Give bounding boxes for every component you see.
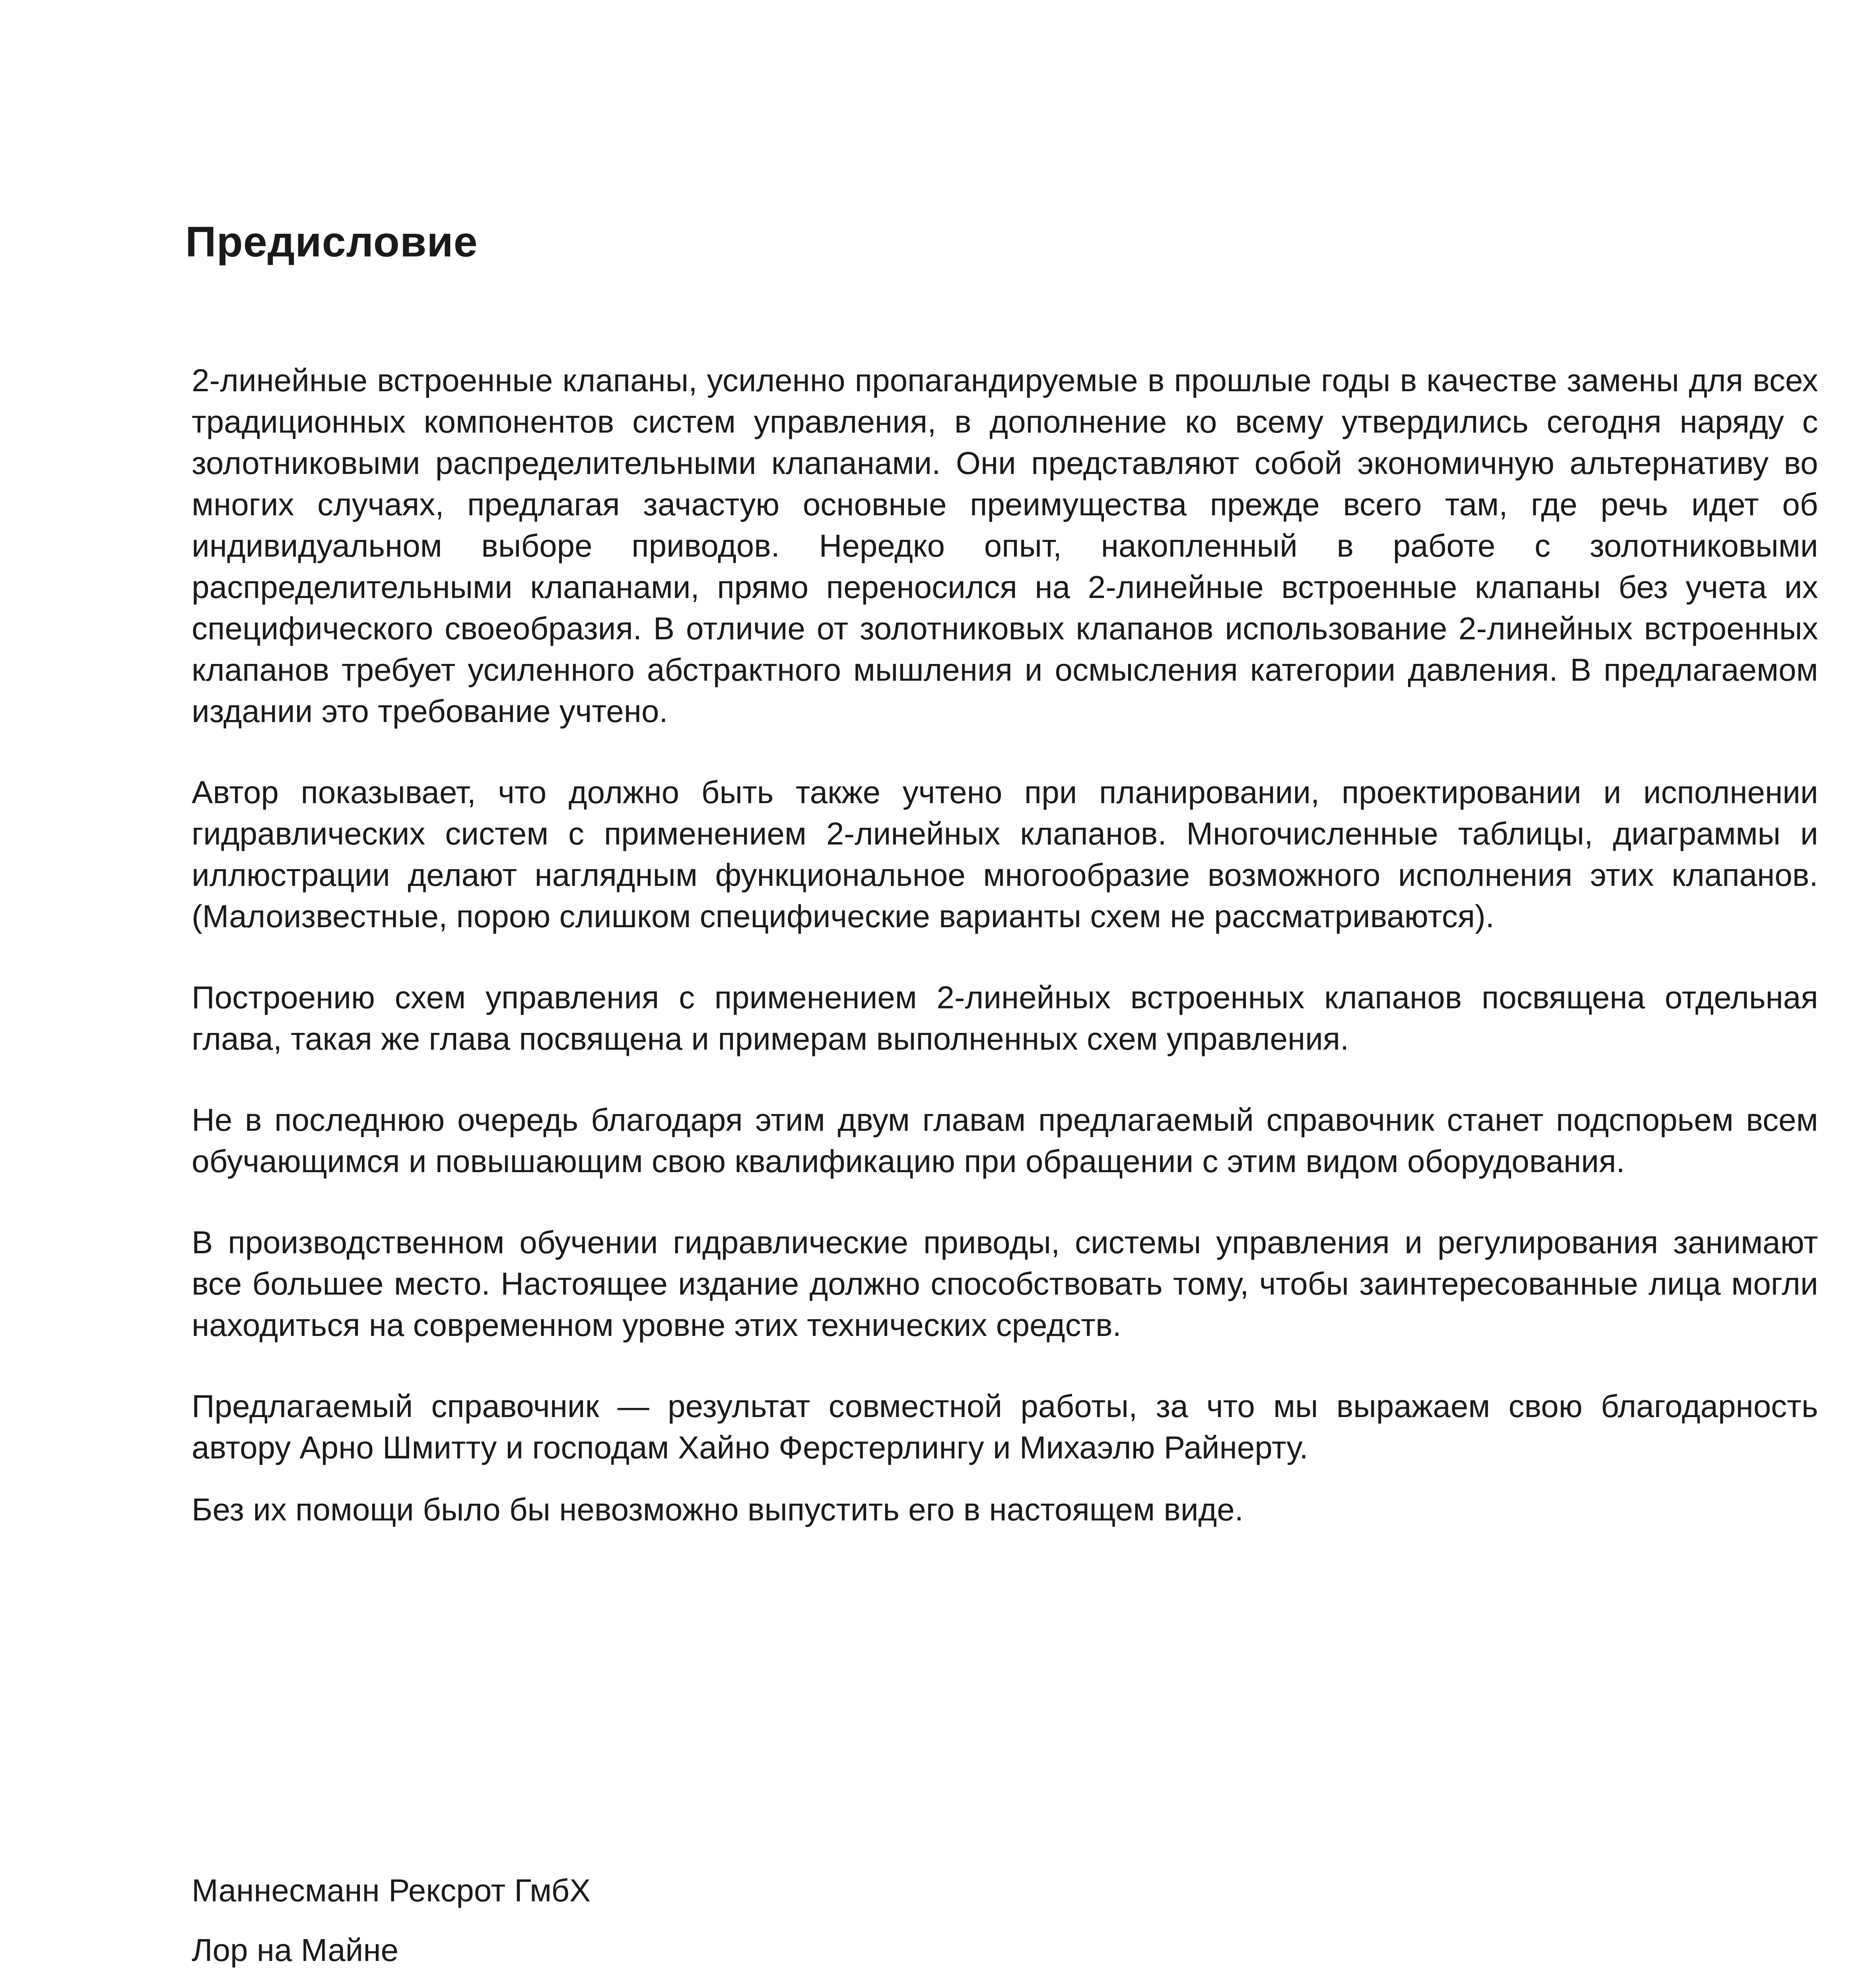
signature-company: Маннесманн Рексрот ГмбХ [192, 1873, 591, 1908]
paragraph-7: Без их помощи было бы невозможно выпустить его в настоящем виде. [192, 1492, 1243, 1527]
paragraph-1: 2-линейные встроенные клапаны, усиленно пропагандируемые в прошлые годы в качестве замены для всех традиционных компонентов систем управления, в дополнение ко всему утвердились сегодня наряду с золотниковыми распределительными клапанами. Они представляют собой экономичную альтернативу во многих случаях, предлагая зачастую основные преимущества прежде всего там, где речь идет об индивидуальном выборе приводов. Нередко опыт, накопленный в работе с золотниковыми распределительными клапанами, прямо переносился на 2-линейные встроенные клапаны без учета их специфического своеобразия. В отличие от золотниковых клапанов использование 2-линейных встроенных клапанов требует усиленного абстрактного мышления и осмысления категории давления. В предлагаемом издании это требование учтено. [192, 363, 1818, 729]
paragraph-5: В производственном обучении гидравлические приводы, системы управления и регулирования занимают все большее место. Настоящее издание должно способствовать тому, чтобы заинтересованные лица могли находиться на современном уровне этих технических средств. [192, 1225, 1818, 1343]
page-title: Предисловие [185, 217, 478, 266]
preface-body [192, 360, 1818, 1570]
paragraph-6: Предлагаемый справочник — результат совместной работы, за что мы выражаем свою благодарность автору Арно Шмитту и господам Хайно Ферстерлингу и Михаэлю Райнерту. [192, 1388, 1818, 1465]
signature-city: Лор на Майне [192, 1932, 398, 1968]
paragraph-2: Автор показывает, что должно быть также учтено при планировании, проектировании и исполнении гидравлических систем с применением 2-линейных клапанов. Многочисленные таблицы, диаграммы и иллюстрации делают наглядным функциональное многообразие возможного исполнения этих клапанов. (Малоизвестные, порою слишком специфические варианты схем не рассматриваются). [192, 775, 1818, 934]
paragraph-4: Не в последнюю очередь благодаря этим двум главам предлагаемый справочник станет подспорьем всем обучающимся и повышающим свою квалификацию при обращении с этим видом оборудования. [192, 1102, 1818, 1179]
signature-block [192, 1861, 591, 1980]
paragraph-3: Построению схем управления с применением 2-линейных встроенных клапанов посвящена отдельная глава, такая же глава посвящена и примерам выполненных схем управления. [192, 980, 1818, 1056]
